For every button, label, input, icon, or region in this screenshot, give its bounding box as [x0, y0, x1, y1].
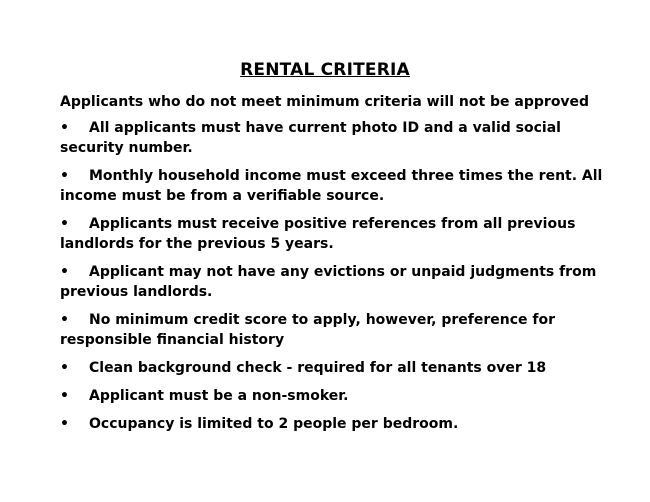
criteria-item-text: Occupancy is limited to 2 people per bedroom. [89, 416, 459, 432]
criteria-item-text: Applicant must be a non-smoker. [89, 388, 349, 404]
bullet-icon: • [60, 416, 69, 432]
criteria-item [60, 118, 620, 158]
bullet-icon: • [60, 216, 69, 232]
bullet-icon: • [60, 388, 69, 404]
criteria-item [60, 358, 620, 378]
criteria-item-text: Clean background check - required for all tenants over 18 [89, 360, 547, 376]
criteria-item [60, 386, 620, 406]
bullet-icon: • [60, 360, 69, 376]
bullet-icon: • [60, 312, 69, 328]
bullet-icon: • [60, 264, 69, 280]
bullet-icon: • [60, 120, 69, 136]
criteria-item [60, 214, 620, 254]
criteria-item [60, 310, 620, 350]
intro-text: Applicants who do not meet minimum criteria will not be approved [60, 94, 590, 110]
criteria-item-text: All applicants must have current photo ID and a valid social security number. [60, 120, 561, 156]
document-title: RENTAL CRITERIA [240, 60, 410, 80]
criteria-item [60, 414, 620, 434]
criteria-item [60, 166, 620, 206]
criteria-item-text: Monthly household income must exceed three times the rent. All income must be from a verifiable source. [60, 168, 603, 204]
criteria-list [60, 118, 620, 442]
criteria-item-text: Applicants must receive positive references from all previous landlords for the previous 5 years. [60, 216, 576, 252]
bullet-icon: • [60, 168, 69, 184]
criteria-item [60, 262, 620, 302]
criteria-item-text: No minimum credit score to apply, however, preference for responsible financial history [60, 312, 556, 348]
criteria-item-text: Applicant may not have any evictions or unpaid judgments from previous landlords. [60, 264, 597, 300]
